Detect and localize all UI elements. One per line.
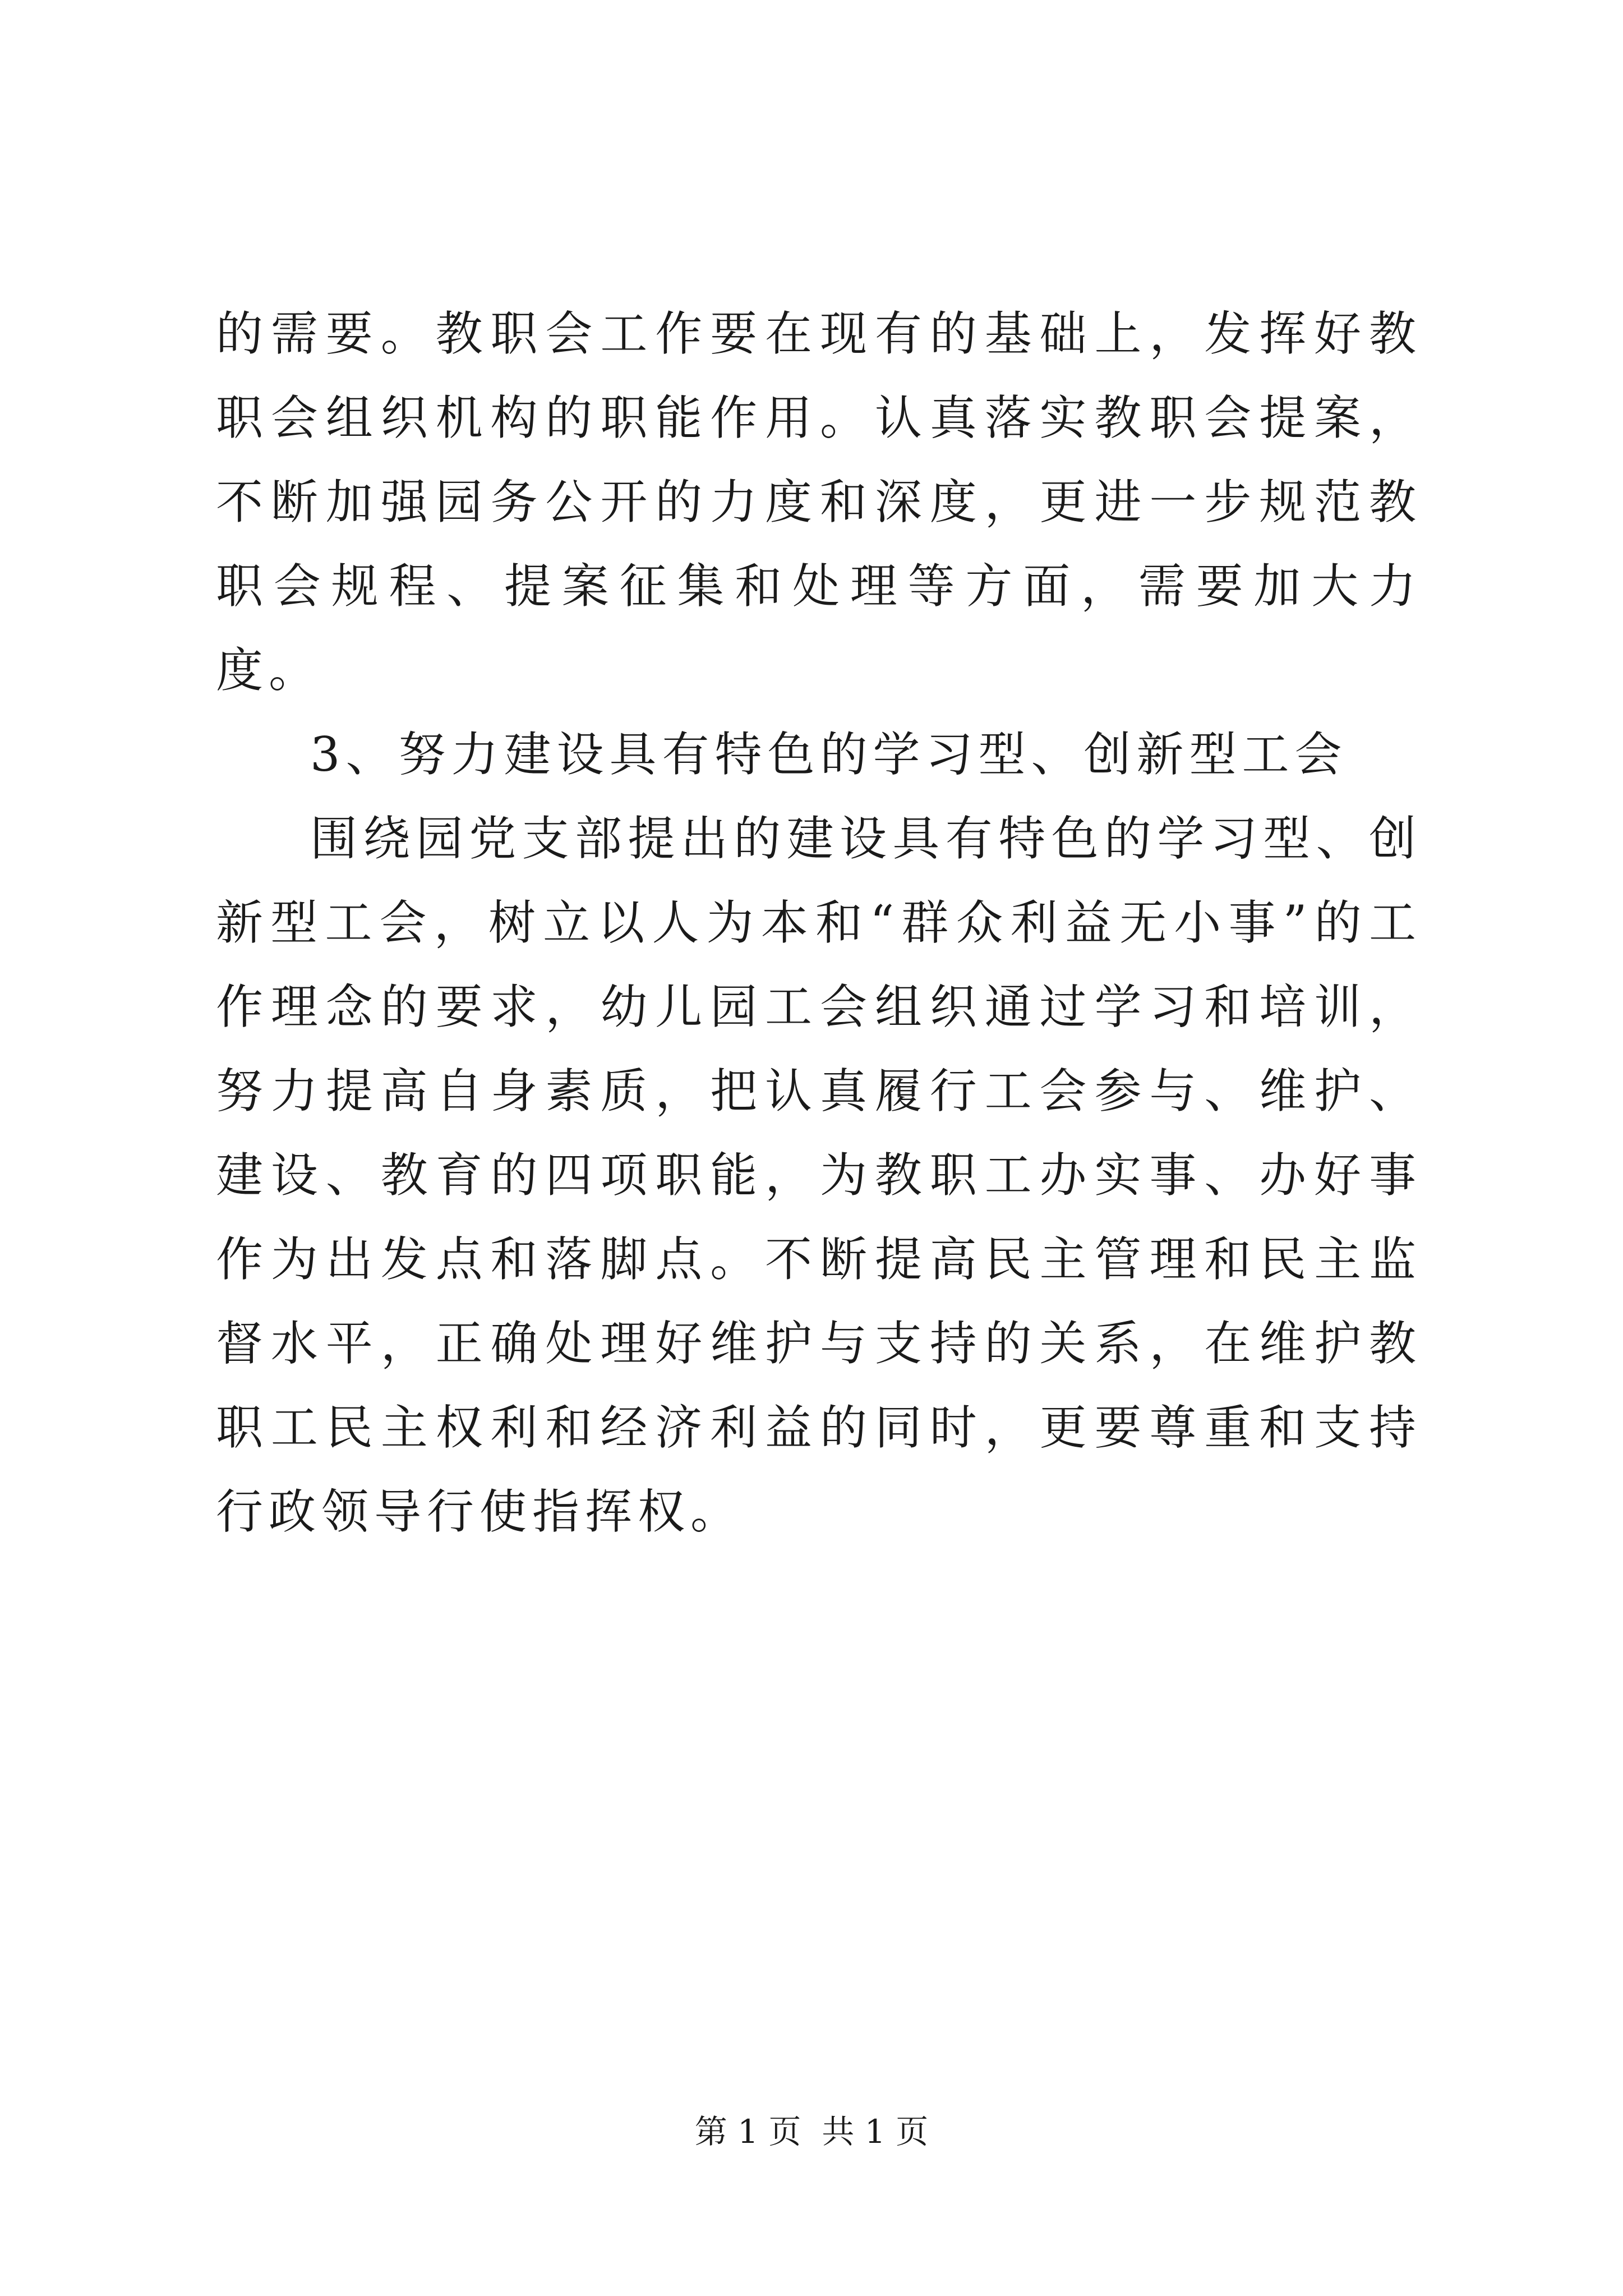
document-body bbox=[216, 292, 1422, 1554]
page-number: 第 1 页 共 1 页 bbox=[694, 2113, 929, 2151]
section-heading: 3、努力建设具有特色的学习型、创新型工会 bbox=[310, 727, 1348, 782]
paragraph-body: 围绕园党支部提出的建设具有特色的学习型、创新型工会，树立以人为本和“群众利益无小事”的工作理念的要求，幼儿园工会组织通过学习和培训，努力提高自身素质，把认真履行工会参与、维护、建设、教育的四项职能，为教职工办实事、办好事作为出发点和落脚点。不断提高民主管理和民主监督水平，正确处理好维护与支持的关系，在维护教职工民主权利和经济利益的同时，更要尊重和支持行政领导行使指挥权。 bbox=[216, 811, 1422, 1539]
paragraph-continuation: 的需要。教职会工作要在现有的基础上，发挥好教职会组织机构的职能作用。认真落实教职会提案，不断加强园务公开的力度和深度，更进一步规范教职会规程、提案征集和处理等方面，需要加大力度。 bbox=[216, 306, 1422, 698]
page-footer bbox=[0, 2109, 1623, 2154]
